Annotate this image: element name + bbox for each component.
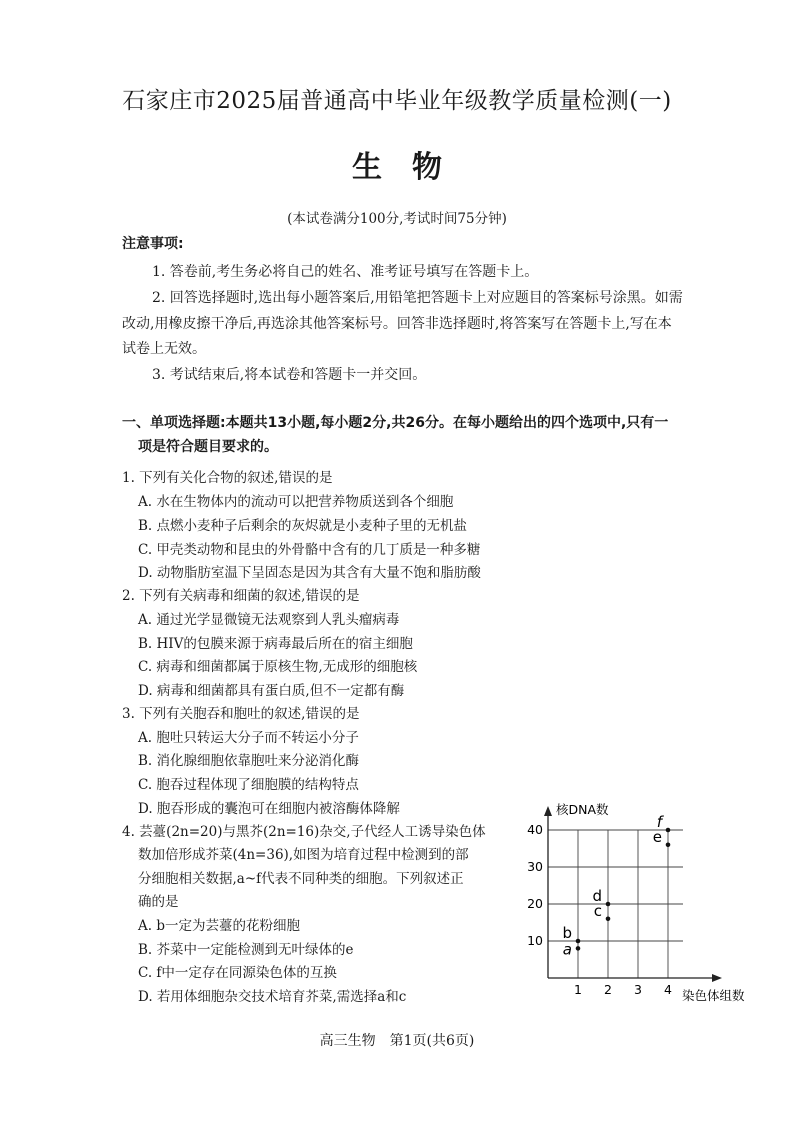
x-tick-label: 4 (664, 982, 672, 997)
data-point-label-d: d (592, 887, 602, 905)
question-1-option-b: B. 点燃小麦种子后剩余的灰烬就是小麦种子里的无机盐 (138, 518, 468, 534)
question-3-option-c: C. 胞吞过程体现了细胞膜的结构特点 (138, 777, 359, 793)
y-tick-label: 10 (527, 933, 543, 948)
notice-item-1: 1. 答卷前,考生务必将自己的姓名、准考证号填写在答题卡上。 (152, 264, 539, 280)
exam-title: 石家庄市2025届普通高中毕业年级教学质量检测(一) (122, 88, 672, 114)
data-point-a (576, 946, 581, 951)
subject-title: 生物 (352, 150, 472, 185)
question-2-option-d: D. 病毒和细菌都具有蛋白质,但不一定都有酶 (138, 683, 405, 699)
notice-item-2-line-2: 改动,用橡皮擦干净后,再选涂其他答案标号。回答非选择题时,将答案写在答题卡上,写在本 (122, 316, 672, 332)
question-3-stem: 3. 下列有关胞吞和胞吐的叙述,错误的是 (122, 706, 360, 722)
data-point-label-c: c (593, 901, 602, 920)
question-4-stem-line-4: 确的是 (138, 894, 179, 910)
question-3-option-d: D. 胞吞形成的囊泡可在细胞内被溶酶体降解 (138, 801, 400, 817)
x-axis-label: 染色体组数 (682, 988, 745, 1003)
question-2-stem: 2. 下列有关病毒和细菌的叙述,错误的是 (122, 588, 360, 604)
question-4-stem-line-2: 数加倍形成芥菜(4n=36),如图为培育过程中检测到的部 (138, 847, 469, 863)
y-tick-label: 30 (527, 859, 543, 874)
data-point-label-b: b (562, 924, 572, 942)
data-point-label-a: a (562, 940, 572, 959)
chart-points (562, 813, 670, 958)
notice-item-3: 3. 考试结束后,将本试卷和答题卡一并交回。 (152, 367, 427, 383)
question-2-option-a: A. 通过光学显微镜无法观察到人乳头瘤病毒 (138, 612, 400, 628)
question-4-option-a: A. b一定为芸薹的花粉细胞 (138, 918, 300, 934)
y-axis-arrow (544, 806, 552, 816)
question-3-option-b: B. 消化腺细胞依靠胞吐来分泌消化酶 (138, 753, 360, 769)
x-tick-label: 2 (604, 982, 612, 997)
y-axis-label: 核DNA数 (556, 802, 609, 817)
x-tick-label: 3 (634, 982, 642, 997)
data-point-label-f: f (656, 813, 662, 831)
notice-item-2-line-3: 试卷上无效。 (122, 341, 206, 357)
question-2-option-c: C. 病毒和细菌都属于原核生物,无成形的细胞核 (138, 659, 418, 675)
data-point-b (576, 939, 581, 944)
data-point-e (666, 843, 671, 848)
question-1-stem: 1. 下列有关化合物的叙述,错误的是 (122, 470, 333, 486)
notice-item-2-line-1: 2. 回答选择题时,选出每小题答案后,用铅笔把答题卡上对应题目的答案标号涂黑。如需 (152, 290, 683, 306)
x-axis-arrow (712, 974, 722, 982)
question-4-option-d: D. 若用体细胞杂交技术培育芥菜,需选择a和c (138, 989, 407, 1005)
page-footer: 高三生物 第1页(共6页) (319, 1033, 475, 1049)
question-1-option-c: C. 甲壳类动物和昆虫的外骨骼中含有的几丁质是一种多糖 (138, 542, 481, 558)
question-1-option-a: A. 水在生物体内的流动可以把营养物质送到各个细胞 (138, 494, 454, 510)
question-4-stem-line-3: 分细胞相关数据,a~f代表不同种类的细胞。下列叙述正 (138, 871, 464, 887)
section-heading-line-1: 一、单项选择题:本题共13小题,每小题2分,共26分。在每小题给出的四个选项中,只有一 (122, 415, 669, 431)
question-4-option-b: B. 芥菜中一定能检测到无叶绿体的e (138, 942, 354, 958)
question-2-option-b: B. HIV的包膜来源于病毒最后所在的宿主细胞 (138, 636, 413, 652)
data-point-f (666, 828, 671, 833)
y-tick-label: 40 (527, 822, 543, 837)
dna-chromosome-chart (520, 800, 770, 1010)
question-1-option-d: D. 动物脂肪室温下呈固态是因为其含有大量不饱和脂肪酸 (138, 565, 481, 581)
notice-heading: 注意事项: (122, 236, 184, 252)
data-point-label-e: e (652, 827, 662, 846)
x-tick-label: 1 (574, 982, 582, 997)
question-4-option-c: C. f中一定存在同源染色体的互换 (138, 965, 337, 981)
data-point-d (606, 902, 611, 907)
exam-info: (本试卷满分100分,考试时间75分钟) (287, 211, 507, 227)
data-point-c (606, 917, 611, 922)
section-heading-line-2: 项是符合题目要求的。 (138, 439, 278, 455)
y-tick-label: 20 (527, 896, 543, 911)
question-4-stem-line-1: 4. 芸薹(2n=20)与黑芥(2n=16)杂交,子代经人工诱导染色体 (122, 824, 486, 840)
question-3-option-a: A. 胞吐只转运大分子而不转运小分子 (138, 730, 359, 746)
